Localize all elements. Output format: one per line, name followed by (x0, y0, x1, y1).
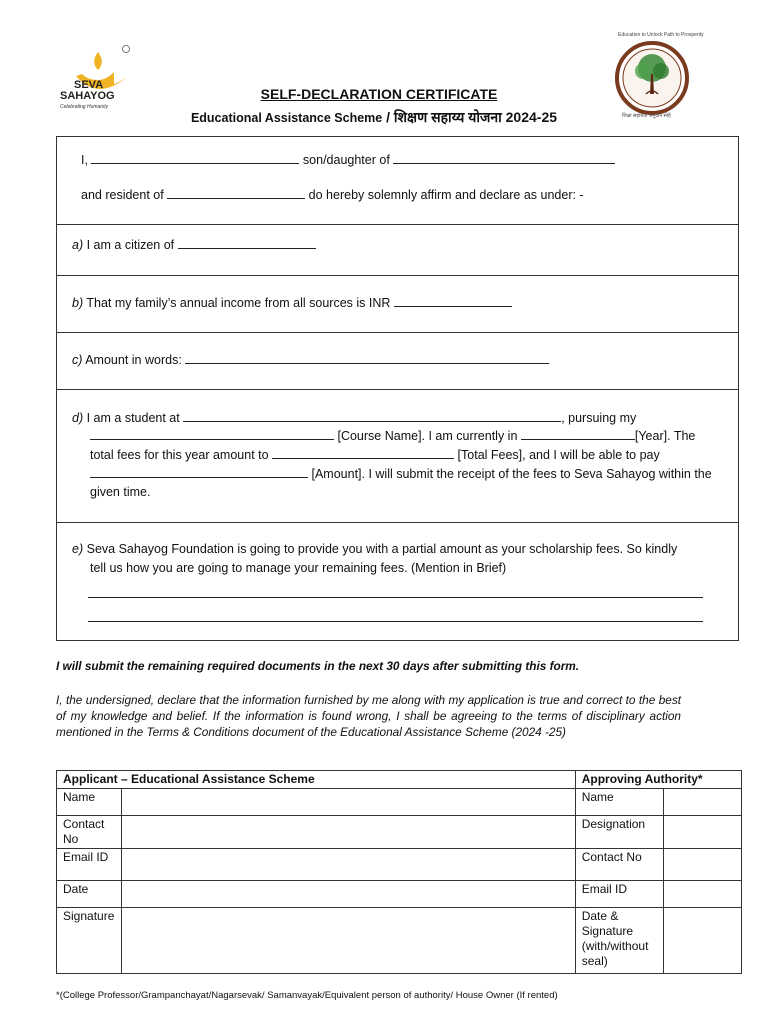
applicant-email-cell[interactable] (122, 849, 576, 881)
total-fees-blank[interactable] (272, 448, 454, 459)
course-blank[interactable] (90, 429, 334, 440)
applicant-label: Date (57, 881, 122, 908)
institution-blank[interactable] (183, 411, 561, 422)
item-d-year: [Year]. The (634, 429, 696, 443)
item-d-line-1 (72, 411, 636, 425)
item-e-text1: Seva Sahayog Foundation is going to provide you with a partial amount as your scholarship fees. So kindly (86, 542, 678, 556)
applicant-name-blank[interactable] (91, 153, 299, 164)
applicant-signature-cell[interactable] (122, 908, 576, 974)
applicant-name-cell[interactable] (122, 789, 576, 816)
authority-signature-cell[interactable] (663, 908, 741, 974)
item-e-marker: e) (72, 542, 84, 556)
year-blank[interactable] (521, 429, 635, 440)
resident-label: and resident of (81, 188, 164, 202)
submit-note: I will submit the remaining required documents in the next 30 days after submitting this form. (56, 659, 580, 673)
authority-name-cell[interactable] (663, 789, 741, 816)
logo-wordmark: SEVA SAHAYOG (60, 79, 115, 102)
residence-blank[interactable] (167, 188, 305, 199)
item-c-line (72, 353, 549, 367)
authority-label: Contact No (575, 849, 663, 881)
item-e-text2: tell us how you are going to manage your remaining fees. (Mention in Brief) (90, 561, 507, 575)
applicant-label: Email ID (57, 849, 122, 881)
page-subtitle (0, 108, 748, 127)
item-d-text1: I am a student at (86, 411, 180, 425)
logo-tagline: Celebrating Humanity (60, 104, 109, 110)
authority-label: Name (575, 789, 663, 816)
subtitle-separator: / (382, 109, 394, 125)
table-row (57, 789, 742, 816)
son-daughter-label: son/daughter of (302, 153, 390, 167)
item-c-text: Amount in words: (85, 353, 182, 367)
subtitle-hindi: शिक्षण सहाय्य योजना 2024-25 (393, 109, 558, 125)
applicant-label: Signature (57, 908, 122, 974)
intro-line-2 (81, 188, 584, 202)
i-label: I, (81, 153, 88, 167)
item-d-line-3 (90, 448, 660, 462)
item-d-marker: d) (72, 411, 84, 425)
item-a-text: I am a citizen of (86, 238, 175, 252)
declaration-note: I, the undersigned, declare that the information furnished by me along with my application is true and correct to the best of my knowledge and belief. If the information is found wrong, I shall be agreeing to the terms of disciplinary action mentioned in the Terms & Conditions document of the Educational Assistance Scheme (2024 -25) (56, 693, 681, 739)
item-a-line (72, 238, 316, 252)
table-row (57, 908, 742, 974)
authority-label: Date & Signature (with/without seal) (575, 908, 663, 974)
item-b-text: That my family’s annual income from all sources is INR (86, 296, 391, 310)
item-d-line-2 (90, 429, 695, 443)
authority-designation-cell[interactable] (663, 816, 741, 849)
item-d-course: [Course Name]. I am currently in (337, 429, 518, 443)
item-d-total-suffix: [Total Fees], and I will be able to pay (457, 448, 660, 462)
subtitle-english: Educational Assistance Scheme (190, 111, 383, 125)
item-e-section (56, 522, 739, 641)
table-header-row (57, 771, 742, 789)
amount-in-words-blank[interactable] (185, 353, 549, 364)
affirm-text: do hereby solemnly affirm and declare as under: - (308, 188, 584, 202)
authority-contact-cell[interactable] (663, 849, 741, 881)
item-b-marker: b) (72, 296, 84, 310)
item-d-given: given time. (90, 485, 151, 499)
item-c-section (56, 332, 739, 390)
authority-label: Email ID (575, 881, 663, 908)
intro-line-1 (81, 153, 615, 167)
signature-table (56, 770, 742, 974)
item-a-section (56, 224, 739, 276)
parent-name-blank[interactable] (393, 153, 615, 164)
item-d-text2: , pursuing my (561, 411, 637, 425)
table-row (57, 816, 742, 849)
table-row (57, 849, 742, 881)
citizenship-blank[interactable] (178, 238, 316, 249)
authority-header: Approving Authority* (575, 771, 741, 789)
item-d-line-4 (90, 467, 712, 481)
item-c-marker: c) (72, 353, 83, 367)
item-d-amount: [Amount]. I will submit the receipt of the fees to Seva Sahayog within the (311, 467, 712, 481)
applicant-date-cell[interactable] (122, 881, 576, 908)
item-d-section (56, 389, 739, 523)
logo-subtitle: शिक्षा सहायता अनुदान स्नेहे (622, 113, 671, 119)
item-d-total-prefix: total fees for this year amount to (90, 448, 269, 462)
footer-note: *(College Professor/Grampanchayat/Nagarsevak/ Samanvayak/Equivalent person of authority/ House Owner (If rented) (56, 990, 558, 1001)
applicant-header: Applicant – Educational Assistance Scheme (57, 771, 576, 789)
pay-amount-blank[interactable] (90, 467, 308, 478)
authority-email-cell[interactable] (663, 881, 741, 908)
item-b-section (56, 275, 739, 333)
intro-section (56, 136, 739, 225)
table-row (57, 881, 742, 908)
item-e-line-1 (72, 542, 677, 556)
applicant-label: Name (57, 789, 122, 816)
logo-motto: Education to Unlock Path to Prosperity (618, 32, 704, 38)
item-b-line (72, 296, 512, 310)
remaining-fees-line-2[interactable] (88, 621, 703, 622)
authority-label: Designation (575, 816, 663, 849)
applicant-contact-cell[interactable] (122, 816, 576, 849)
item-a-marker: a) (72, 238, 84, 252)
tree-emblem-icon (612, 38, 696, 118)
income-blank[interactable] (394, 296, 512, 307)
remaining-fees-line-1[interactable] (88, 597, 703, 598)
applicant-label: Contact No (57, 816, 122, 849)
page-title: SELF-DECLARATION CERTIFICATE (260, 86, 498, 102)
